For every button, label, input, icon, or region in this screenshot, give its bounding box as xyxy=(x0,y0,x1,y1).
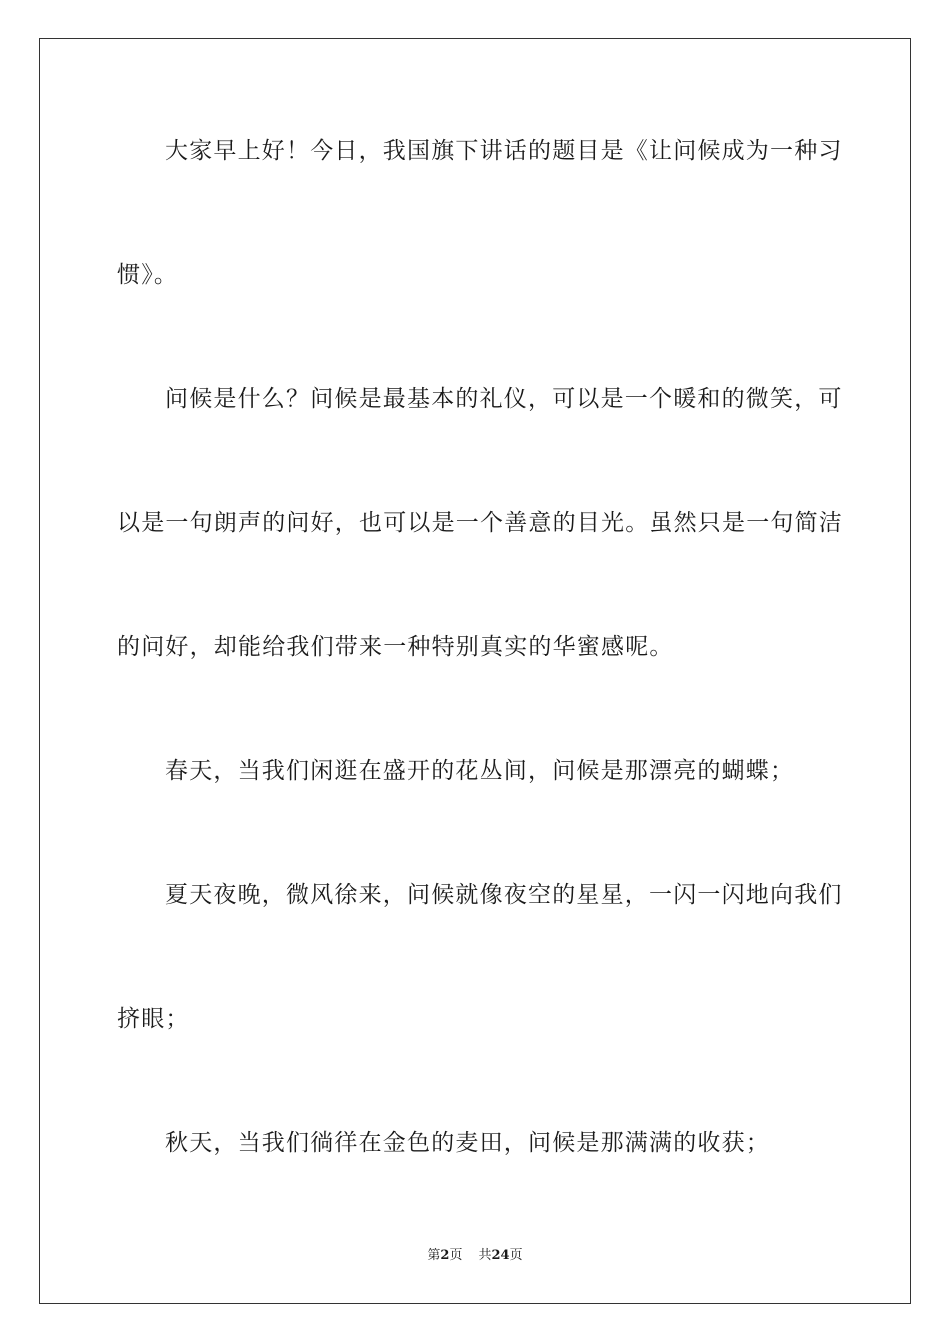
paragraph-1-line-2: 惯》。 xyxy=(117,262,179,288)
page-footer xyxy=(0,1248,950,1264)
footer-total-prefix: 共 xyxy=(478,1248,492,1263)
paragraph-2-line-2: 以是一句朗声的问好，也可以是一个善意的目光。虽然只是一句简洁 xyxy=(117,510,843,536)
footer-page-prefix: 第 xyxy=(427,1248,441,1263)
paragraph-3-line-1: 春天，当我们闲逛在盛开的花丛间，问候是那漂亮的蝴蝶； xyxy=(165,758,795,784)
paragraph-2-line-1: 问候是什么？问候是最基本的礼仪，可以是一个暖和的微笑，可 xyxy=(165,386,843,412)
paragraph-5-line-1: 秋天，当我们徜徉在金色的麦田，问候是那满满的收获； xyxy=(165,1130,770,1156)
footer-total-suffix: 页 xyxy=(509,1248,523,1263)
paragraph-1-line-1: 大家早上好！今日，我国旗下讲话的题目是《让问候成为一种习 xyxy=(165,138,843,164)
page-frame xyxy=(39,38,911,1304)
footer-page-number: 2 xyxy=(440,1248,450,1263)
paragraph-2-line-3: 的问好，却能给我们带来一种特别真实的华蜜感呢。 xyxy=(117,634,674,660)
paragraph-4-line-1: 夏天夜晚，微风徐来，问候就像夜空的星星，一闪一闪地向我们 xyxy=(165,882,843,908)
footer-total-pages: 24 xyxy=(491,1248,510,1263)
footer-page-suffix: 页 xyxy=(449,1248,463,1263)
paragraph-4-line-2: 挤眼； xyxy=(117,1006,190,1032)
